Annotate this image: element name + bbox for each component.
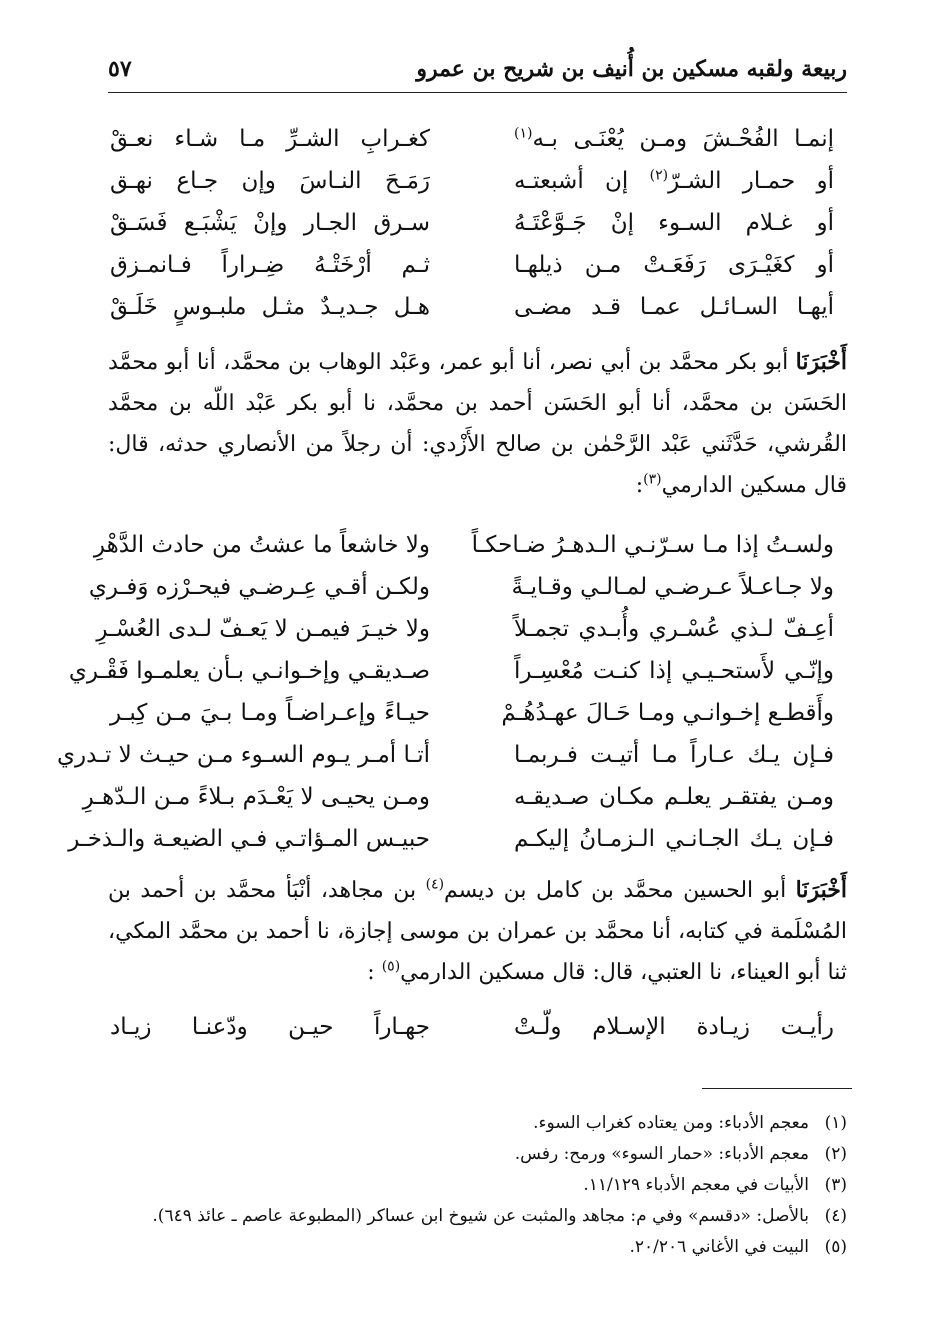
footnote-number: (٥)	[824, 1237, 847, 1257]
running-title: ربيعة ولقبه مسكين بن أُنيف بن شريح بن عمرو	[416, 56, 847, 82]
footnote-ref[interactable]: (٣)	[643, 471, 662, 488]
hemistich-second: صـديقـي وإخـوانـي بـأن يعلمـوا فَقْـري	[68, 658, 430, 684]
page-number: ٥٧	[108, 56, 132, 82]
hemistich-first: إنمـا الفُحْـشَ ومـن يُعْنَـى بـه$^{(١)}$	[514, 125, 834, 152]
footnote-ref[interactable]: (٢)	[649, 167, 669, 184]
verse	[57, 734, 834, 776]
hemistich-first: أعِـفّ لـذي عُسْـري وأُبـدي تجمـلاً	[514, 616, 834, 642]
hemistich-first: ولا جـاعـلاً عـرضـي لمـالـي وقـايـةً	[511, 574, 834, 600]
hemistich-first: وأَقطـع إخـوانـي ومـا حَـالَ عهـدُهُـمْ	[501, 700, 834, 726]
lead-word: أَخْبَرَنَا	[795, 877, 847, 903]
footnote	[108, 1170, 847, 1201]
footnote	[108, 1201, 847, 1232]
footnote-text: معجم الأدباء: «حمار السوء» ورمح: رفس.	[514, 1144, 809, 1164]
hemistich-first: رأيـت زيـادة الإسـلام ولّـتْ	[514, 1014, 834, 1040]
footnotes	[108, 1108, 847, 1263]
poem-2	[57, 524, 834, 860]
footnote-number: (٢)	[824, 1144, 847, 1164]
hemistich-first: فـإن يـك عـاراً مـا أتيـت فـربمـا	[514, 742, 834, 768]
footnote-text: بالأصل: «دقسم» وفي م: مجاهد والمثبت عن شيوخ ابن عساكر (المطبوعة عاصم ـ عائذ ٦٤٩).	[152, 1206, 809, 1226]
hemistich-second: حبيـس المـؤاتـي فـي الضيعـة والـذخـر	[68, 826, 430, 852]
verse	[110, 1006, 834, 1048]
hemistich-first: أو حمـار الشـرّ$^{(٢)}$ إن أشبعتـه	[514, 167, 834, 194]
footnote	[108, 1232, 847, 1263]
hemistich-first: فـإن يـك الجـانـي الـزمـانُ إليكـم	[514, 826, 834, 852]
verse	[93, 524, 834, 566]
hemistich-second: أتـا أمـر يـوم السـوء مـن حيـث لا تـدري	[57, 742, 430, 768]
hemistich-first: وإنّـي لأَستحـيـي إذا كنـت مُعْسِـراً	[514, 658, 834, 684]
hemistich-second: كغـرابِ الشـرِّ مـا شـاء نعـقْ	[110, 126, 430, 152]
verse	[110, 202, 834, 244]
paragraph-text: بن مجاهد، أنْبَأ محمَّد بن أحمد بن المُسْلَمة في كتابه، أنا محمَّد بن عمران بن موسى إجازة، نا أحمد بن محمَّد المكي، ثنا أبو العيناء، نا العتبي، قال: قال مسكين الدارمي	[108, 878, 847, 985]
verse	[88, 566, 834, 608]
hemistich-second: جهـاراً حيـن ودّعنـا زيـاد	[110, 1014, 430, 1040]
hemistich-second: ولا خيـرَ فيمـن لا يَعـفّ لـدى العُسْـرِ	[96, 616, 430, 642]
prose-paragraph-2: أَخْبَرَنَا أبو الحسين محمَّد بن كامل بن ديسم$^{(٤)}$ بن مجاهد، أنْبَأ محمَّد بن أحمد بن المُسْلَمة في كتابه، أنا محمَّد بن عمران بن موسى إجازة، نا أحمد بن محمَّد المكي، ثنا أبو العيناء، نا العتبي، قال: قال مسكين الدارمي$^{(٥)}$ :	[108, 876, 847, 985]
paragraph-text: أبو بكر محمَّد بن أبي نصر، أنا أبو عمر، وعَبْد الوهاب بن محمَّد، أنا أبو محمَّد الحَسَن بن محمَّد، أنا أبو الحَسَن أحمد بن محمَّد، نا أبو بكر عَبْد اللّه بن محمَّد القُرشي، حَدَّثَني عَبْد الرَّحْمٰن بن صالح الأَزْدي: أن رجلاً من الأنصاري حدثه، قال: قال مسكين الدارمي	[108, 350, 847, 498]
poem-3	[110, 1006, 834, 1048]
hemistich-second: هـل جـديـدٌ مثـل ملبـوسٍ خَلَـقْ	[110, 294, 430, 320]
footnote-ref[interactable]: (١)	[514, 125, 533, 142]
poem-1	[110, 118, 834, 328]
verse	[68, 818, 834, 860]
header-rule	[108, 92, 847, 93]
paragraph-text: أبو الحسين محمَّد بن كامل بن ديسم	[444, 878, 796, 903]
footnote-number: (١)	[824, 1113, 847, 1133]
footnote	[108, 1139, 847, 1170]
footnote-ref[interactable]: (٤)	[425, 876, 445, 893]
page-header	[108, 56, 847, 90]
hemistich-second: ولكـن أقـي عِـرضـي فيحـرْزه وَفـري	[88, 574, 430, 600]
verse	[110, 286, 834, 328]
hemistich-first: أو كغَيْـرَى رَفَعَـتْ مـن ذيلهـا	[514, 252, 834, 278]
footnote-text: البيت في الأغاني ٢٠/٢٠٦.	[629, 1237, 809, 1257]
verse	[110, 244, 834, 286]
verse	[82, 776, 834, 818]
verse	[110, 692, 834, 734]
hemistich-second: ثـم أرْخَتْـهُ ضِـراراً فـانمـزق	[110, 252, 430, 278]
hemistich-first: ولسـتُ إذا مـا سـرّنـي الـدهـرُ ضـاحكـاً	[471, 532, 834, 558]
footnote-separator	[702, 1088, 852, 1089]
hemistich-second: رَمَـحَ النـاسَ وإن جـاع نهـق	[110, 168, 430, 194]
footnote-number: (٤)	[824, 1206, 847, 1226]
verse	[96, 608, 834, 650]
footnote	[108, 1108, 847, 1139]
lead-word: أَخْبَرَنَا	[795, 349, 847, 375]
hemistich-second: ولا خاشعاً ما عشتُ من حادث الدَّهْرِ	[93, 532, 430, 558]
hemistich-first: أيهـا السـائـل عمـا قـد مضـى	[514, 294, 834, 320]
hemistich-second: ومـن يحيـى لا يَعْـدَم بـلاءً مـن الـدّهـرِ	[82, 784, 430, 810]
footnote-number: (٣)	[824, 1175, 847, 1195]
verse	[110, 118, 834, 160]
hemistich-first: أو غـلام السـوء إنْ جَـوَّعْتَـهُ	[514, 210, 834, 236]
verse	[68, 650, 834, 692]
footnote-ref[interactable]: (٥)	[381, 958, 401, 975]
footnote-text: الأبيات في معجم الأدباء ١١/١٢٩.	[583, 1175, 809, 1195]
footnote-text: معجم الأدباء: ومن يعتاده كغراب السوء.	[533, 1113, 809, 1133]
verse	[110, 160, 834, 202]
prose-paragraph-1: أَخْبَرَنَا أبو بكر محمَّد بن أبي نصر، أنا أبو عمر، وعَبْد الوهاب بن محمَّد، أنا أبو محمَّد الحَسَن بن محمَّد، أنا أبو الحَسَن أحمد بن محمَّد، نا أبو بكر عَبْد اللّه بن محمَّد القُرشي، حَدَّثَني عَبْد الرَّحْمٰن بن صالح الأَزْدي: أن رجلاً من الأنصاري حدثه، قال: قال مسكين الدارمي$^{(٣)}$:	[108, 349, 847, 498]
hemistich-second: سـرق الجـار وإنْ يَشْبَـع فَسَـقْ	[110, 210, 430, 236]
hemistich-first: ومـن يفتقـر يعلـم مكـان صـديقـه	[514, 784, 834, 810]
hemistich-second: حيـاءً وإعـراضـاً ومـا بـيَ مـن كِبـر	[110, 700, 430, 726]
